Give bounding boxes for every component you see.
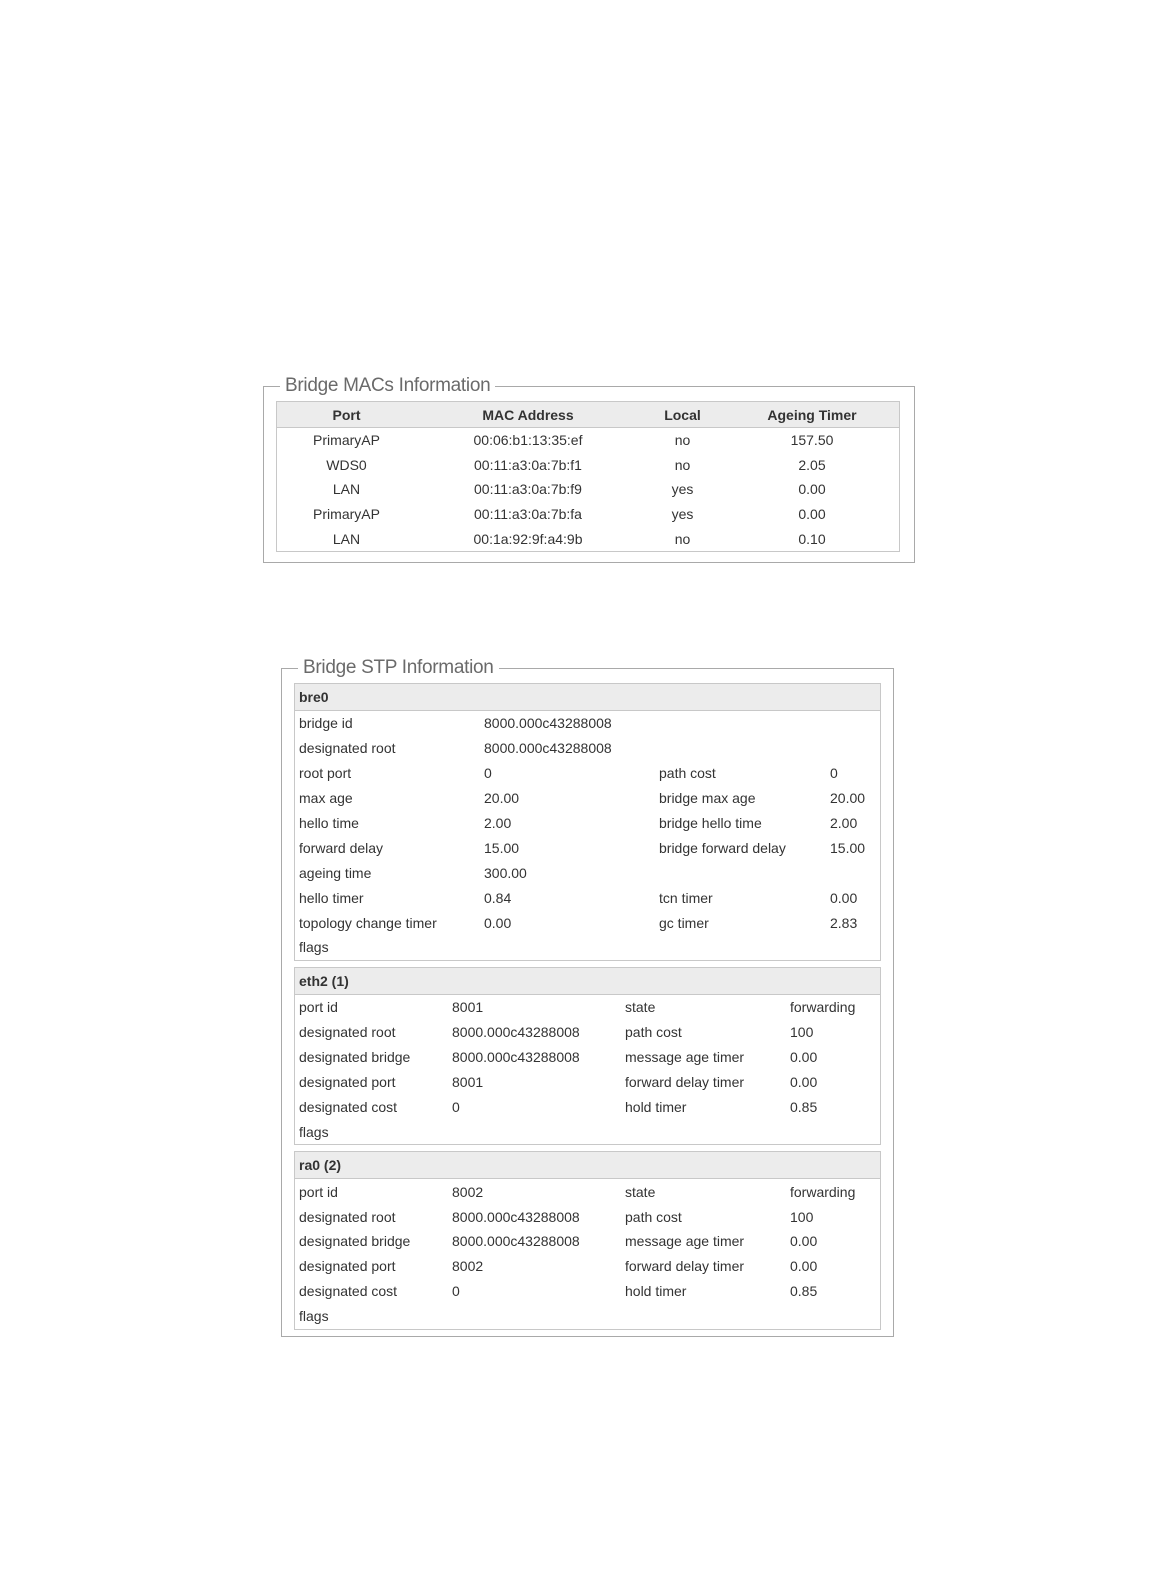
field-label: topology change timer bbox=[299, 914, 437, 931]
field-label: hello timer bbox=[299, 889, 364, 906]
cell-mac-address: 00:11:a3:0a:7b:f9 bbox=[474, 481, 582, 498]
column-header-local: Local bbox=[640, 402, 725, 428]
table-row bbox=[295, 811, 865, 836]
bridge-stp-legend: Bridge STP Information bbox=[303, 657, 494, 678]
field-label: hold timer bbox=[625, 1098, 687, 1115]
field-label bbox=[655, 736, 826, 761]
cell-mac-address: 00:06:b1:13:35:ef bbox=[473, 432, 583, 449]
column-header-mac-address: MAC Address bbox=[416, 402, 640, 428]
field-value: 20.00 bbox=[830, 790, 866, 807]
field-label: designated bridge bbox=[299, 1233, 411, 1250]
field-value: 2.00 bbox=[484, 815, 512, 831]
field-label: bridge id bbox=[299, 715, 353, 732]
column-header-port: Port bbox=[277, 402, 417, 428]
field-label: message age timer bbox=[625, 1049, 745, 1066]
field-value: 8000.000c43288008 bbox=[484, 740, 612, 757]
field-value bbox=[826, 711, 865, 736]
stp-port-table bbox=[295, 1179, 855, 1328]
field-label: flags bbox=[299, 1308, 329, 1325]
field-value: 8000.000c43288008 bbox=[452, 1049, 580, 1066]
field-label: designated port bbox=[299, 1258, 396, 1275]
table-row bbox=[295, 736, 865, 761]
table-row bbox=[277, 526, 900, 551]
bridge-macs-table bbox=[276, 401, 900, 552]
table-row bbox=[295, 1179, 855, 1204]
field-label: forward delay bbox=[299, 839, 384, 856]
field-label bbox=[655, 860, 826, 885]
field-value bbox=[826, 736, 865, 761]
field-label: state bbox=[625, 999, 656, 1016]
cell-mac-address: 00:11:a3:0a:7b:f1 bbox=[474, 456, 582, 473]
column-header-ageing-timer: Ageing Timer bbox=[725, 402, 900, 428]
field-label bbox=[655, 935, 826, 960]
field-value bbox=[786, 1119, 855, 1144]
table-row bbox=[295, 935, 865, 960]
field-value bbox=[448, 1304, 621, 1329]
field-label: designated root bbox=[299, 1208, 396, 1225]
field-value: 300.00 bbox=[484, 864, 527, 881]
field-value: 8002 bbox=[452, 1258, 484, 1275]
field-label: designated root bbox=[299, 740, 396, 757]
field-label: path cost bbox=[625, 1024, 682, 1041]
block-title: bre0 bbox=[295, 684, 880, 711]
field-label bbox=[655, 711, 826, 736]
field-value: 2.83 bbox=[830, 914, 858, 931]
field-value: 8001 bbox=[452, 999, 484, 1016]
field-value bbox=[480, 935, 655, 960]
field-value: 2.00 bbox=[830, 815, 858, 831]
table-row bbox=[295, 1254, 855, 1279]
bridge-macs-panel bbox=[263, 375, 915, 563]
field-label: flags bbox=[299, 1123, 329, 1140]
stp-port-table bbox=[295, 995, 855, 1144]
table-row bbox=[295, 1304, 855, 1329]
cell-mac-address: 00:1a:92:9f:a4:9b bbox=[473, 530, 583, 547]
field-value bbox=[826, 935, 865, 960]
cell-ageing-timer: 0.00 bbox=[798, 481, 826, 498]
stp-bridge-table bbox=[295, 711, 865, 960]
field-value: 0.00 bbox=[484, 914, 512, 931]
field-value: 0 bbox=[484, 765, 492, 782]
cell-port: WDS0 bbox=[326, 456, 367, 473]
table-row bbox=[295, 1094, 855, 1119]
bridge-stp-panel bbox=[281, 657, 894, 1337]
field-label: hold timer bbox=[625, 1283, 687, 1300]
field-label: designated cost bbox=[299, 1098, 398, 1115]
field-value: 0 bbox=[452, 1283, 460, 1300]
field-label: port id bbox=[299, 999, 338, 1016]
field-value: 0.00 bbox=[830, 889, 858, 906]
table-row bbox=[295, 1045, 855, 1070]
field-value bbox=[826, 860, 865, 885]
stp-port-eth2-block bbox=[294, 967, 881, 1145]
table-row bbox=[295, 910, 865, 935]
field-label: designated port bbox=[299, 1074, 396, 1091]
field-value: 0.00 bbox=[790, 1049, 818, 1066]
cell-local: yes bbox=[671, 481, 694, 498]
cell-ageing-timer: 0.10 bbox=[798, 530, 826, 547]
field-label: root port bbox=[299, 765, 352, 782]
bridge-macs-legend: Bridge MACs Information bbox=[285, 375, 491, 396]
field-value: 8000.000c43288008 bbox=[484, 715, 612, 732]
field-value: 0.85 bbox=[790, 1098, 818, 1115]
field-value: 8000.000c43288008 bbox=[452, 1208, 580, 1225]
cell-ageing-timer: 157.50 bbox=[790, 432, 834, 449]
field-label: forward delay timer bbox=[625, 1258, 745, 1275]
table-row bbox=[295, 1070, 855, 1095]
field-value bbox=[448, 1119, 621, 1144]
table-row bbox=[295, 885, 865, 910]
field-label: bridge forward delay bbox=[659, 839, 786, 856]
table-header-row bbox=[277, 402, 900, 428]
field-label: path cost bbox=[625, 1208, 682, 1225]
table-row bbox=[277, 502, 900, 527]
field-label: port id bbox=[299, 1183, 338, 1200]
field-label bbox=[621, 1304, 786, 1329]
field-value bbox=[786, 1304, 855, 1329]
field-value: 0.00 bbox=[790, 1074, 818, 1091]
field-value: 0.85 bbox=[790, 1283, 818, 1300]
table-row bbox=[295, 1229, 855, 1254]
table-row bbox=[295, 761, 865, 786]
field-value: 8000.000c43288008 bbox=[452, 1024, 580, 1041]
table-row bbox=[295, 1204, 855, 1229]
field-label: designated cost bbox=[299, 1283, 398, 1300]
field-value: forwarding bbox=[790, 999, 856, 1016]
field-value: 100 bbox=[790, 1208, 814, 1225]
cell-ageing-timer: 2.05 bbox=[798, 456, 826, 473]
table-row bbox=[277, 428, 900, 453]
field-label: designated bridge bbox=[299, 1049, 411, 1066]
block-title: ra0 (2) bbox=[295, 1152, 880, 1179]
field-value: 100 bbox=[790, 1024, 814, 1041]
cell-local: no bbox=[674, 456, 691, 473]
cell-port: LAN bbox=[332, 481, 361, 498]
field-value: 15.00 bbox=[830, 839, 866, 856]
cell-mac-address: 00:11:a3:0a:7b:fa bbox=[474, 506, 582, 523]
field-label: gc timer bbox=[659, 914, 709, 931]
cell-local: yes bbox=[671, 506, 694, 523]
table-row bbox=[277, 477, 900, 502]
block-title: eth2 (1) bbox=[295, 968, 880, 995]
table-row bbox=[277, 453, 900, 478]
cell-local: no bbox=[674, 530, 691, 547]
field-value: 8002 bbox=[452, 1183, 484, 1200]
field-label: forward delay timer bbox=[625, 1074, 745, 1091]
stp-port-ra0-block bbox=[294, 1151, 881, 1329]
table-row bbox=[295, 860, 865, 885]
field-label: ageing time bbox=[299, 864, 372, 881]
field-value: 20.00 bbox=[484, 790, 520, 807]
table-row bbox=[295, 995, 855, 1020]
field-label: hello time bbox=[299, 815, 359, 831]
table-row bbox=[295, 711, 865, 736]
field-label: designated root bbox=[299, 1024, 396, 1041]
field-value: 8001 bbox=[452, 1074, 484, 1091]
field-value: 0.00 bbox=[790, 1233, 818, 1250]
field-value: 15.00 bbox=[484, 839, 520, 856]
field-value: 0.84 bbox=[484, 889, 512, 906]
field-value: forwarding bbox=[790, 1183, 856, 1200]
cell-ageing-timer: 0.00 bbox=[798, 506, 826, 523]
table-row bbox=[295, 1119, 855, 1144]
field-label: message age timer bbox=[625, 1233, 745, 1250]
field-value: 0 bbox=[830, 765, 838, 782]
cell-local: no bbox=[674, 432, 691, 449]
field-label: state bbox=[625, 1183, 656, 1200]
field-label: max age bbox=[299, 790, 353, 807]
table-row bbox=[295, 786, 865, 811]
field-label bbox=[621, 1119, 786, 1144]
field-label: flags bbox=[299, 939, 329, 956]
field-value: 0 bbox=[452, 1098, 460, 1115]
cell-port: PrimaryAP bbox=[313, 506, 380, 523]
field-value: 0.00 bbox=[790, 1258, 818, 1275]
cell-port: LAN bbox=[332, 530, 361, 547]
field-label: bridge hello time bbox=[659, 815, 762, 831]
field-label: bridge max age bbox=[659, 790, 756, 807]
field-label: path cost bbox=[659, 765, 716, 782]
table-row bbox=[295, 1020, 855, 1045]
table-row bbox=[295, 835, 865, 860]
table-row bbox=[295, 1279, 855, 1304]
stp-bridge-bre0-block bbox=[294, 683, 881, 961]
field-label: tcn timer bbox=[659, 889, 713, 906]
cell-port: PrimaryAP bbox=[313, 432, 380, 449]
field-value: 8000.000c43288008 bbox=[452, 1233, 580, 1250]
